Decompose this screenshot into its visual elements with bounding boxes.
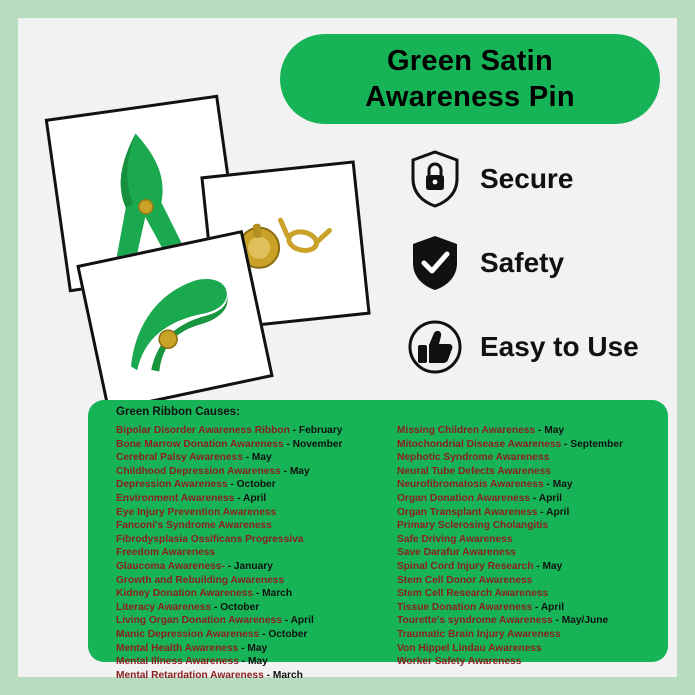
- list-item: [116, 478, 375, 492]
- list-item: [116, 628, 375, 642]
- page-title-line-1: Green Satin: [386, 45, 554, 77]
- cause-name: Fibrodysplasia Ossificans Progressiva: [116, 533, 304, 545]
- list-item: [116, 574, 375, 588]
- cause-name: Safe Driving Awareness: [397, 533, 513, 545]
- cause-month: - March: [255, 588, 293, 600]
- list-item: [397, 506, 656, 520]
- cause-month: - May: [283, 465, 310, 477]
- list-item: [116, 546, 375, 560]
- cause-month: - April: [540, 506, 570, 518]
- list-item: [397, 533, 656, 547]
- list-item: [397, 438, 656, 452]
- page-title-line-2: Awareness Pin: [365, 81, 575, 113]
- list-item: [397, 601, 656, 615]
- cause-month: - May/June: [555, 615, 609, 627]
- cause-name: Depression Awareness: [116, 479, 228, 491]
- list-item: [397, 655, 656, 669]
- cause-name: Manic Depression Awareness: [116, 628, 260, 640]
- feature-secure: [406, 140, 676, 218]
- cause-month: - May: [241, 656, 268, 668]
- list-item: [116, 533, 375, 547]
- feature-label-secure: Secure: [480, 163, 574, 194]
- cause-name: Cerebral Palsy Awareness: [116, 452, 243, 464]
- list-item: [397, 587, 656, 601]
- cause-name: Living Organ Donation Awareness: [116, 615, 282, 627]
- list-item: [116, 560, 375, 574]
- list-item: [397, 642, 656, 656]
- causes-column-left: [116, 424, 375, 682]
- cause-month: - November: [286, 438, 343, 450]
- cause-month: - October: [230, 479, 276, 491]
- cause-name: Organ Transplant Awareness: [397, 506, 538, 518]
- feature-easy-to-use: [406, 308, 676, 386]
- cause-name: Nephotic Syndrome Awareness: [397, 452, 550, 464]
- feature-label-safety: Safety: [480, 247, 565, 278]
- cause-name: Mental Retardation Awareness: [116, 669, 264, 681]
- cause-name: Primary Sclerosing Cholangitis: [397, 520, 549, 532]
- feature-list: [406, 140, 676, 392]
- list-item: [397, 574, 656, 588]
- cause-name: Stem Cell Research Awareness: [397, 588, 549, 600]
- list-item: [116, 655, 375, 669]
- cause-name: Glaucoma Awareness-: [116, 560, 225, 572]
- cause-month: - January: [227, 560, 273, 572]
- product-infographic: [18, 18, 677, 681]
- list-item: [397, 492, 656, 506]
- cause-name: Organ Donation Awareness: [397, 492, 531, 504]
- lock-shield-icon: [406, 148, 464, 210]
- list-item: [397, 546, 656, 560]
- cause-month: - April: [284, 615, 314, 627]
- list-item: [397, 424, 656, 438]
- green-ribbon-causes-panel: [88, 400, 668, 681]
- list-item: [116, 614, 375, 628]
- feature-label-easy-to-use: Easy to Use: [480, 331, 639, 362]
- cause-name: Tourette's syndrome Awareness: [397, 615, 553, 627]
- list-item: [116, 438, 375, 452]
- causes-column-right: [397, 424, 656, 682]
- list-item: [116, 601, 375, 615]
- cause-name: Eye Injury Prevention Awareness: [116, 506, 277, 518]
- thumbs-up-icon: [406, 316, 464, 378]
- cause-name: Growth and Rebuilding Awareness: [116, 574, 285, 586]
- checkmark-shield-icon: [406, 232, 464, 294]
- cause-name: Freedom Awareness: [116, 547, 216, 559]
- cause-name: Stem Cell Donor Awareness: [397, 574, 533, 586]
- cause-month: - September: [564, 438, 623, 450]
- green-ribbon-flat-icon: [104, 266, 248, 381]
- feature-safety: [406, 224, 676, 302]
- cause-name: Fanconi's Syndrome Awareness: [116, 520, 272, 532]
- cause-month: - May: [241, 642, 268, 654]
- cause-name: Neural Tube Defects Awareness: [397, 465, 551, 477]
- cause-month: - April: [534, 601, 565, 613]
- cause-month: - March: [266, 669, 303, 681]
- cause-name: Literacy Awareness: [116, 601, 212, 613]
- cause-name: Tissue Donation Awareness: [397, 601, 533, 613]
- causes-heading: Green Ribbon Causes:: [116, 406, 240, 418]
- cause-name: Neurofibromatosis Awareness: [397, 479, 544, 491]
- list-item: [116, 506, 375, 520]
- cause-name: Missing Children Awareness: [397, 425, 536, 436]
- cause-month: - May: [536, 560, 563, 572]
- cause-name: Worker Safety Awareness: [397, 656, 522, 668]
- cause-name: Mental Health Awareness: [116, 642, 239, 654]
- cause-name: Kidney Donation Awareness: [116, 588, 253, 600]
- list-item: [397, 560, 656, 574]
- list-item: [397, 519, 656, 533]
- list-item: [397, 451, 656, 465]
- list-item: [116, 669, 375, 683]
- cause-name: Save Darafur Awareness: [397, 547, 516, 559]
- list-item: [116, 451, 375, 465]
- cause-month: - May: [537, 425, 565, 436]
- product-title-banner: [280, 34, 660, 124]
- list-item: [116, 492, 375, 506]
- cause-name: Traumatic Brain Injury Awareness: [397, 628, 561, 640]
- list-item: [116, 465, 375, 479]
- cause-name: Environment Awareness: [116, 492, 235, 504]
- cause-month: - October: [262, 628, 308, 640]
- list-item: [116, 587, 375, 601]
- list-item: [397, 478, 656, 492]
- cause-month: - October: [213, 601, 260, 613]
- cause-month: - May: [245, 452, 272, 464]
- cause-month: - May: [546, 479, 573, 491]
- cause-name: Von Hippel Lindau Awareness: [397, 642, 542, 654]
- cause-name: Mitochondrial Disease Awareness: [397, 438, 562, 450]
- cause-name: Bone Marrow Donation Awareness: [116, 438, 284, 450]
- list-item: [397, 614, 656, 628]
- cause-month: - February: [292, 425, 343, 436]
- cause-name: Childhood Depression Awareness: [116, 465, 281, 477]
- cause-month: - April: [237, 492, 267, 504]
- list-item: [397, 628, 656, 642]
- list-item: [116, 424, 375, 438]
- list-item: [116, 642, 375, 656]
- cause-name: Bipolar Disorder Awareness Ribbon: [116, 425, 290, 436]
- cause-name: Spinal Cord Injury Research: [397, 560, 534, 572]
- list-item: [397, 465, 656, 479]
- cause-name: Mental Illness Awareness: [116, 656, 239, 668]
- list-item: [116, 519, 375, 533]
- cause-month: - April: [532, 492, 562, 504]
